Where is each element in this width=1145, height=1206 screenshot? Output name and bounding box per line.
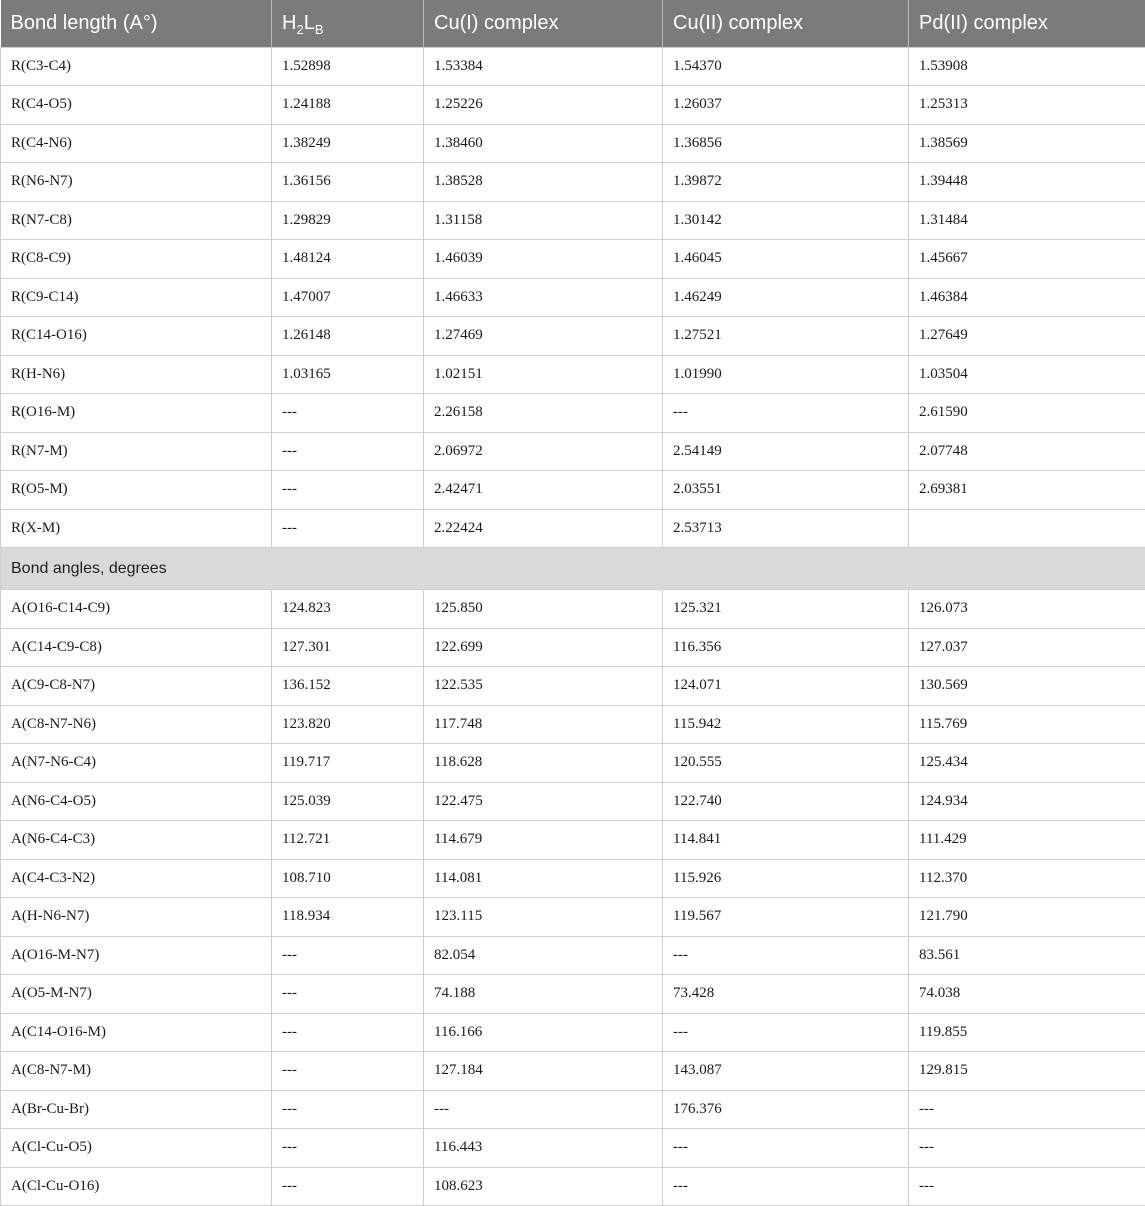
ligand-value-cell: 1.26148: [272, 317, 424, 356]
header-ligand-sub1: 2: [296, 21, 304, 37]
table-row: [1, 898, 1145, 937]
cu2-value-cell: 122.740: [663, 782, 909, 821]
pd2-value-cell: 1.45667: [909, 240, 1145, 279]
cu2-value-cell: 1.26037: [663, 86, 909, 125]
cu1-value-cell: 122.699: [424, 628, 663, 667]
header-row: [1, 0, 1145, 47]
pd2-value-cell: 74.038: [909, 975, 1145, 1014]
pd2-value-cell: ---: [909, 1167, 1145, 1206]
table-row: [1, 936, 1145, 975]
ligand-value-cell: ---: [272, 1013, 424, 1052]
label-cell: R(X-M): [1, 509, 272, 548]
pd2-value-cell: 1.39448: [909, 163, 1145, 202]
ligand-value-cell: 1.38249: [272, 124, 424, 163]
cu1-value-cell: 117.748: [424, 705, 663, 744]
table-row: [1, 278, 1145, 317]
table-row: [1, 1013, 1145, 1052]
pd2-value-cell: 129.815: [909, 1052, 1145, 1091]
cu1-value-cell: 1.02151: [424, 355, 663, 394]
cu1-value-cell: 123.115: [424, 898, 663, 937]
label-cell: A(Br-Cu-Br): [1, 1090, 272, 1129]
label-cell: R(N6-N7): [1, 163, 272, 202]
ligand-value-cell: 136.152: [272, 667, 424, 706]
cu1-value-cell: 2.06972: [424, 432, 663, 471]
pd2-value-cell: 115.769: [909, 705, 1145, 744]
cu2-value-cell: 1.54370: [663, 47, 909, 86]
table-row: [1, 471, 1145, 510]
ligand-value-cell: 123.820: [272, 705, 424, 744]
ligand-value-cell: 1.36156: [272, 163, 424, 202]
cu1-value-cell: 1.31158: [424, 201, 663, 240]
label-cell: R(C14-O16): [1, 317, 272, 356]
pd2-value-cell: 1.27649: [909, 317, 1145, 356]
cu1-value-cell: 1.53384: [424, 47, 663, 86]
cu2-value-cell: 1.01990: [663, 355, 909, 394]
cu1-value-cell: ---: [424, 1090, 663, 1129]
header-bond-length: Bond length (A°): [1, 0, 272, 47]
label-cell: A(C14-O16-M): [1, 1013, 272, 1052]
table-row: [1, 1167, 1145, 1206]
ligand-value-cell: 127.301: [272, 628, 424, 667]
cu1-value-cell: 1.38528: [424, 163, 663, 202]
table-row: [1, 124, 1145, 163]
pd2-value-cell: 1.03504: [909, 355, 1145, 394]
ligand-value-cell: 112.721: [272, 821, 424, 860]
cu2-value-cell: 120.555: [663, 744, 909, 783]
label-cell: R(C4-N6): [1, 124, 272, 163]
ligand-value-cell: ---: [272, 471, 424, 510]
ligand-value-cell: ---: [272, 1090, 424, 1129]
pd2-value-cell: 127.037: [909, 628, 1145, 667]
cu1-value-cell: 108.623: [424, 1167, 663, 1206]
table-row: [1, 201, 1145, 240]
label-cell: R(H-N6): [1, 355, 272, 394]
cu1-value-cell: 2.42471: [424, 471, 663, 510]
label-cell: R(C4-O5): [1, 86, 272, 125]
cu2-value-cell: 143.087: [663, 1052, 909, 1091]
pd2-value-cell: 2.69381: [909, 471, 1145, 510]
header-ligand: [272, 0, 424, 47]
header-ligand-sub2: B: [314, 21, 324, 37]
label-cell: A(C8-N7-M): [1, 1052, 272, 1091]
pd2-value-cell: 1.25313: [909, 86, 1145, 125]
label-cell: A(O16-M-N7): [1, 936, 272, 975]
label-cell: A(N6-C4-C3): [1, 821, 272, 860]
ligand-value-cell: 119.717: [272, 744, 424, 783]
label-cell: A(C14-C9-C8): [1, 628, 272, 667]
table-row: [1, 355, 1145, 394]
pd2-value-cell: 1.38569: [909, 124, 1145, 163]
pd2-value-cell: 1.46384: [909, 278, 1145, 317]
pd2-value-cell: 1.31484: [909, 201, 1145, 240]
table-row: [1, 821, 1145, 860]
pd2-value-cell: ---: [909, 1129, 1145, 1168]
cu1-value-cell: 74.188: [424, 975, 663, 1014]
cu2-value-cell: 116.356: [663, 628, 909, 667]
cu2-value-cell: 2.54149: [663, 432, 909, 471]
pd2-value-cell: 2.61590: [909, 394, 1145, 433]
label-cell: A(Cl-Cu-O16): [1, 1167, 272, 1206]
table-row: [1, 859, 1145, 898]
table-row: [1, 86, 1145, 125]
cu1-value-cell: 2.22424: [424, 509, 663, 548]
label-cell: R(N7-M): [1, 432, 272, 471]
ligand-value-cell: 1.29829: [272, 201, 424, 240]
label-cell: A(N7-N6-C4): [1, 744, 272, 783]
table-row: [1, 240, 1145, 279]
ligand-value-cell: 1.03165: [272, 355, 424, 394]
cu1-value-cell: 118.628: [424, 744, 663, 783]
ligand-value-cell: 1.48124: [272, 240, 424, 279]
pd2-value-cell: ---: [909, 1090, 1145, 1129]
cu1-value-cell: 116.166: [424, 1013, 663, 1052]
label-cell: R(C9-C14): [1, 278, 272, 317]
header-pd2-complex: Pd(II) complex: [909, 0, 1145, 47]
ligand-value-cell: ---: [272, 1129, 424, 1168]
header-cu2-complex: Cu(II) complex: [663, 0, 909, 47]
table-row: [1, 744, 1145, 783]
section-label: Bond angles, degrees: [1, 548, 1145, 590]
cu2-value-cell: 114.841: [663, 821, 909, 860]
cu1-value-cell: 1.46039: [424, 240, 663, 279]
ligand-value-cell: ---: [272, 394, 424, 433]
ligand-value-cell: ---: [272, 432, 424, 471]
ligand-value-cell: 125.039: [272, 782, 424, 821]
pd2-value-cell: 111.429: [909, 821, 1145, 860]
header-ligand-h: H: [282, 11, 297, 34]
cu2-value-cell: 119.567: [663, 898, 909, 937]
label-cell: A(C9-C8-N7): [1, 667, 272, 706]
table-row: [1, 317, 1145, 356]
ligand-value-cell: ---: [272, 1052, 424, 1091]
cu1-value-cell: 127.184: [424, 1052, 663, 1091]
cu1-value-cell: 1.25226: [424, 86, 663, 125]
pd2-value-cell: 130.569: [909, 667, 1145, 706]
table-row: [1, 1052, 1145, 1091]
cu2-value-cell: 115.942: [663, 705, 909, 744]
cu2-value-cell: 1.39872: [663, 163, 909, 202]
cu1-value-cell: 114.679: [424, 821, 663, 860]
cu2-value-cell: 1.46045: [663, 240, 909, 279]
ligand-value-cell: 1.47007: [272, 278, 424, 317]
cu2-value-cell: ---: [663, 394, 909, 433]
pd2-value-cell: 1.53908: [909, 47, 1145, 86]
table-row: [1, 667, 1145, 706]
table-row: [1, 782, 1145, 821]
label-cell: A(H-N6-N7): [1, 898, 272, 937]
section-row-bond-angles: [1, 548, 1145, 590]
ligand-value-cell: 1.24188: [272, 86, 424, 125]
label-cell: R(N7-C8): [1, 201, 272, 240]
cu1-value-cell: 122.475: [424, 782, 663, 821]
cu1-value-cell: 1.46633: [424, 278, 663, 317]
table-row: [1, 509, 1145, 548]
table-row: [1, 975, 1145, 1014]
cu2-value-cell: 125.321: [663, 590, 909, 629]
header-ligand-l: L: [303, 11, 315, 34]
label-cell: R(O16-M): [1, 394, 272, 433]
label-cell: R(C8-C9): [1, 240, 272, 279]
pd2-value-cell: 119.855: [909, 1013, 1145, 1052]
cu2-value-cell: 2.03551: [663, 471, 909, 510]
label-cell: R(C3-C4): [1, 47, 272, 86]
label-cell: A(C8-N7-N6): [1, 705, 272, 744]
pd2-value-cell: 125.434: [909, 744, 1145, 783]
ligand-value-cell: 118.934: [272, 898, 424, 937]
ligand-value-cell: 1.52898: [272, 47, 424, 86]
cu2-value-cell: ---: [663, 1129, 909, 1168]
table-row: [1, 628, 1145, 667]
label-cell: R(O5-M): [1, 471, 272, 510]
cu2-value-cell: 1.46249: [663, 278, 909, 317]
cu2-value-cell: 1.36856: [663, 124, 909, 163]
table-row: [1, 705, 1145, 744]
ligand-value-cell: ---: [272, 1167, 424, 1206]
table-body: [1, 47, 1145, 1206]
ligand-value-cell: ---: [272, 975, 424, 1014]
cu2-value-cell: ---: [663, 936, 909, 975]
table-header: [1, 0, 1145, 47]
ligand-value-cell: 124.823: [272, 590, 424, 629]
cu2-value-cell: 73.428: [663, 975, 909, 1014]
table-row: [1, 163, 1145, 202]
label-cell: A(Cl-Cu-O5): [1, 1129, 272, 1168]
cu1-value-cell: 122.535: [424, 667, 663, 706]
cu2-value-cell: 176.376: [663, 1090, 909, 1129]
table-row: [1, 432, 1145, 471]
pd2-value-cell: 83.561: [909, 936, 1145, 975]
label-cell: A(C4-C3-N2): [1, 859, 272, 898]
header-cu1-complex: Cu(I) complex: [424, 0, 663, 47]
label-cell: A(O5-M-N7): [1, 975, 272, 1014]
label-cell: A(N6-C4-O5): [1, 782, 272, 821]
cu2-value-cell: 124.071: [663, 667, 909, 706]
label-cell: A(O16-C14-C9): [1, 590, 272, 629]
ligand-value-cell: ---: [272, 936, 424, 975]
cu1-value-cell: 116.443: [424, 1129, 663, 1168]
pd2-value-cell: 112.370: [909, 859, 1145, 898]
cu2-value-cell: 115.926: [663, 859, 909, 898]
table-row: [1, 394, 1145, 433]
cu1-value-cell: 2.26158: [424, 394, 663, 433]
cu1-value-cell: 1.38460: [424, 124, 663, 163]
cu1-value-cell: 114.081: [424, 859, 663, 898]
pd2-value-cell: 124.934: [909, 782, 1145, 821]
cu1-value-cell: 1.27469: [424, 317, 663, 356]
cu1-value-cell: 125.850: [424, 590, 663, 629]
ligand-value-cell: ---: [272, 509, 424, 548]
cu1-value-cell: 82.054: [424, 936, 663, 975]
table-row: [1, 47, 1145, 86]
pd2-value-cell: 121.790: [909, 898, 1145, 937]
pd2-value-cell: 2.07748: [909, 432, 1145, 471]
ligand-value-cell: 108.710: [272, 859, 424, 898]
cu2-value-cell: ---: [663, 1167, 909, 1206]
table-row: [1, 1129, 1145, 1168]
cu2-value-cell: 1.27521: [663, 317, 909, 356]
pd2-value-cell: [909, 509, 1145, 548]
cu2-value-cell: 2.53713: [663, 509, 909, 548]
pd2-value-cell: 126.073: [909, 590, 1145, 629]
cu2-value-cell: ---: [663, 1013, 909, 1052]
cu2-value-cell: 1.30142: [663, 201, 909, 240]
table-row: [1, 590, 1145, 629]
table-row: [1, 1090, 1145, 1129]
